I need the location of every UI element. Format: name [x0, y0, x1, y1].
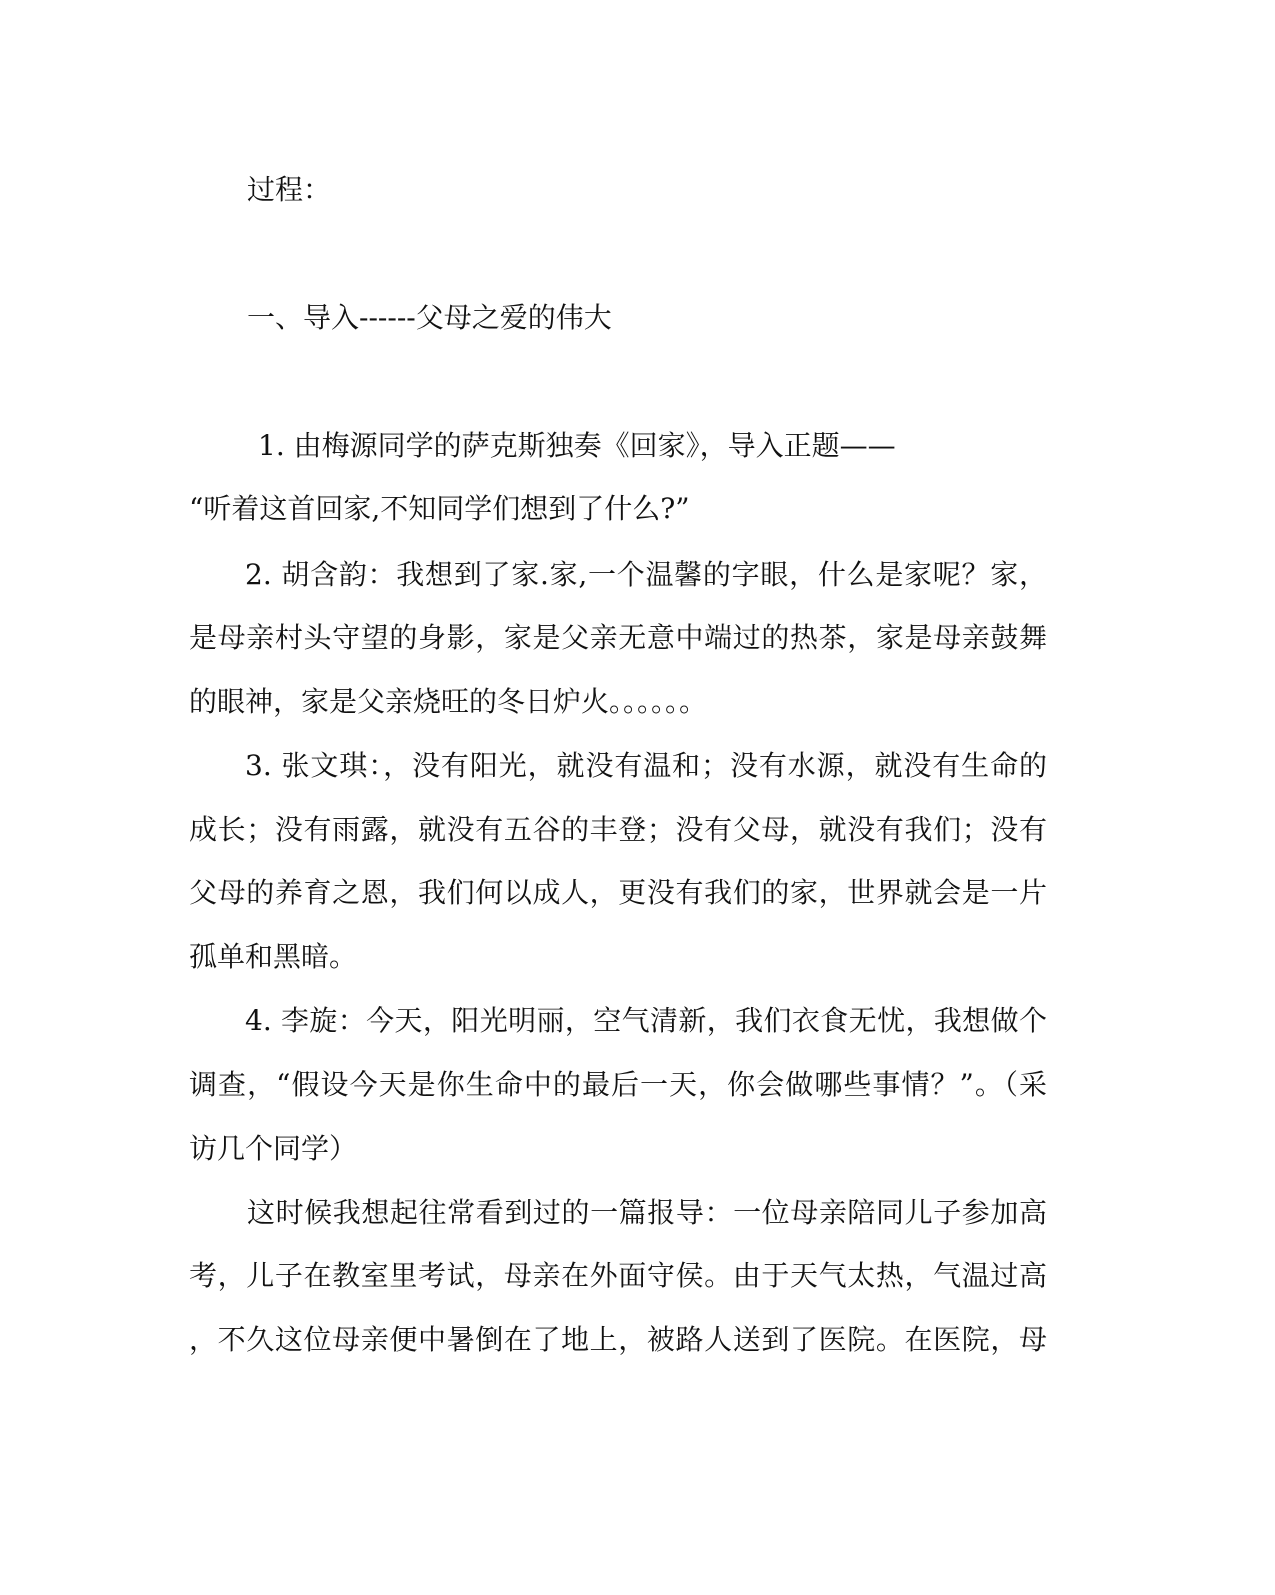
- paragraph-1-line-2: “听着这首回家,不知同学们想到了什么?”: [189, 492, 690, 525]
- paragraph-3-line-2: 成长；没有雨露，就没有五谷的丰登；没有父母，就没有我们；没有: [189, 813, 1047, 846]
- paragraph-4-line-3: 访几个同学）: [189, 1132, 358, 1165]
- paragraph-4-line-1: 4. 李旋：今天，阳光明丽，空气清新，我们衣食无忧，我想做个: [245, 1004, 1047, 1037]
- paragraph-2-line-1: 2. 胡含韵：我想到了家.家,一个温馨的字眼，什么是家呢？家，: [245, 558, 1047, 591]
- paragraph-5-line-2: 考，儿子在教室里考试，母亲在外面守侯。由于天气太热，气温过高: [189, 1259, 1047, 1292]
- paragraph-1-line-1: 1. 由梅源同学的萨克斯独奏《回家》，导入正题——: [258, 429, 896, 462]
- section-one-title: 一、导入------父母之爱的伟大: [247, 301, 612, 334]
- paragraph-2-line-2: 是母亲村头守望的身影，家是父亲无意中端过的热茶，家是母亲鼓舞: [189, 621, 1047, 654]
- paragraph-2-line-3: 的眼神，家是父亲烧旺的冬日炉火。。。。。。: [189, 685, 708, 718]
- paragraph-4-line-2: 调查，“假设今天是你生命中的最后一天，你会做哪些事情？”。（采: [189, 1068, 1047, 1101]
- paragraph-3-line-4: 孤单和黑暗。: [189, 940, 358, 973]
- paragraph-5-line-1: 这时候我想起往常看到过的一篇报导：一位母亲陪同儿子参加高: [247, 1196, 1047, 1229]
- paragraph-3-line-3: 父母的养育之恩，我们何以成人，更没有我们的家，世界就会是一片: [189, 876, 1047, 909]
- heading-process: 过程：: [247, 173, 332, 206]
- paragraph-5-line-3: ，不久这位母亲便中暑倒在了地上，被路人送到了医院。在医院，母: [189, 1323, 1047, 1356]
- paragraph-3-line-1: 3. 张文琪：，没有阳光，就没有温和；没有水源，就没有生命的: [245, 749, 1047, 782]
